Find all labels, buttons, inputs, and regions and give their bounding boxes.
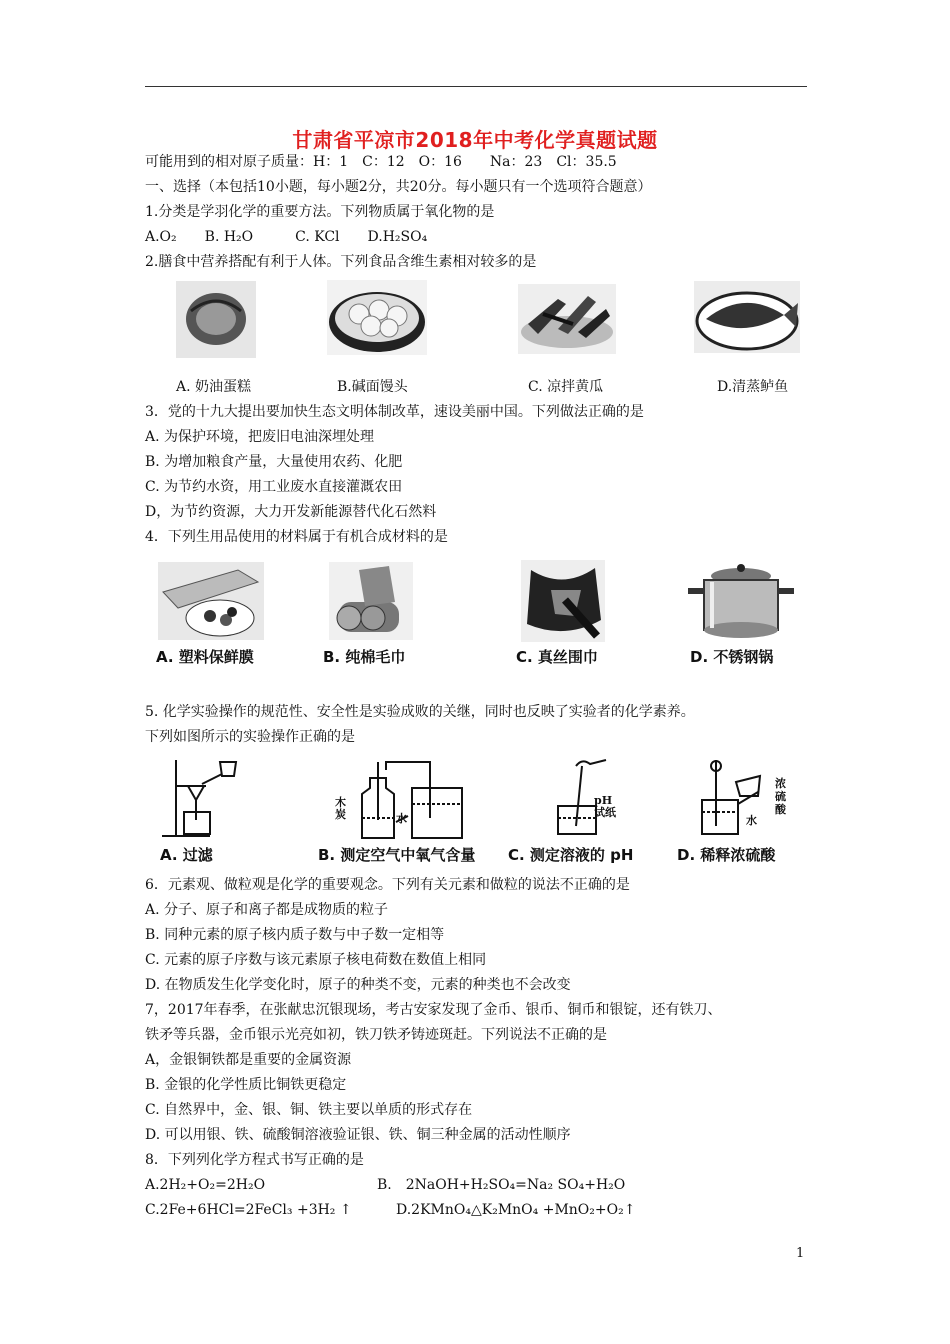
label-conc-acid: 浓硫酸 <box>775 777 786 816</box>
q5-caption-a: A. 过滤 <box>160 846 213 864</box>
q1-options: A.O₂ B. H₂O C. KCl D.H₂SO₄ <box>145 229 428 245</box>
label-ph-paper: pH试纸 <box>594 794 616 819</box>
q4-caption-c: C. 真丝围巾 <box>516 648 598 666</box>
q3-option-b: B. 为增加粮食产量，大量使用农药、化肥 <box>145 454 403 470</box>
q5-caption-c: C. 测定溶液的 pH <box>508 846 634 864</box>
q5-stem-2: 下列如图所示的实验操作正确的是 <box>145 729 355 745</box>
q2-caption-b: B.碱面馒头 <box>337 379 408 395</box>
q3-option-d: D，为节约资源，大力开发新能源替代化石然料 <box>145 504 437 520</box>
q7-option-d: D. 可以用银、铁、硫酸铜溶液验证银、铁、铜三种金属的活动性顺序 <box>145 1127 571 1143</box>
q2-caption-d: D.清蒸鲈鱼 <box>717 379 789 395</box>
q8-option-a: A.2H₂+O₂=2H₂O <box>145 1177 266 1193</box>
q4-stem: 4．下列生用品使用的材料属于有机合成材料的是 <box>145 529 448 545</box>
plastic-wrap-image <box>158 562 264 640</box>
q3-option-c: C. 为节约水资，用工业废水直接灌溉农田 <box>145 479 403 495</box>
q8-option-d: D.2KMnO₄△K₂MnO₄ +MnO₂+O₂↑ <box>396 1202 636 1218</box>
page-number: 1 <box>796 1246 805 1261</box>
q5-caption-d: D. 稀释浓硫酸 <box>677 846 776 864</box>
cucumber-image <box>518 284 616 354</box>
label-charcoal: 木炭 <box>335 796 346 821</box>
q7-stem-2: 铁矛等兵器，金币银示光亮如初，铁刀铁矛铸迹斑赶。下列说法不正确的是 <box>145 1027 607 1043</box>
silk-scarf-image <box>521 560 605 642</box>
oxygen-content-diagram <box>326 758 486 842</box>
q8-option-c: C.2Fe+6HCl=2FeCl₃ +3H₂ ↑ <box>145 1202 352 1218</box>
q7-option-c: C. 自然界中，金、银、铜、铁主要以单质的形式存在 <box>145 1102 473 1118</box>
q4-caption-d: D. 不锈钢锅 <box>690 648 774 666</box>
steamed-fish-image <box>694 281 800 353</box>
q6-option-c: C. 元素的原子序数与该元素原子核电荷数在数值上相同 <box>145 952 487 968</box>
q2-caption-c: C. 凉拌黄瓜 <box>528 379 604 395</box>
ph-test-diagram <box>546 756 636 842</box>
q8-option-b: B. 2NaOH+H₂SO₄=Na₂ SO₄+H₂O <box>377 1177 626 1193</box>
q7-option-b: B. 金银的化学性质比铜铁更稳定 <box>145 1077 347 1093</box>
label-water-d: 水 <box>746 814 757 827</box>
q3-option-a: A. 为保护环境，把废旧电油深埋处理 <box>145 429 375 445</box>
q1-stem: 1.分类是学羽化学的重要方法。下列物质属于氧化物的是 <box>145 204 495 220</box>
q4-caption-a: A. 塑料保鲜膜 <box>156 648 254 666</box>
q2-caption-a: A. 奶油蛋糕 <box>176 379 252 395</box>
q7-option-a: A，金银铜铁都是重要的金属资源 <box>145 1052 352 1068</box>
section-heading: 一、选择（本包括10小题，每小题2分，共20分。每小题只有一个选项符合题意） <box>145 179 652 195</box>
q6-option-d: D. 在物质发生化学变化时，原子的种类不变，元素的种类也不会改变 <box>145 977 571 993</box>
atomic-masses: 可能用到的相对原子质量：H：1 C：12 O：16 Na：23 Cl：35.5 <box>145 154 617 170</box>
q3-stem: 3．党的十九大提出要加快生态文明体制改革，速设美丽中国。下列做法正确的是 <box>145 404 644 420</box>
q5-caption-b: B. 测定空气中氧气含量 <box>318 846 476 864</box>
steamed-bun-image <box>327 280 427 355</box>
q2-stem: 2.膳食中营养搭配有利于人体。下列食品含维生素相对较多的是 <box>145 254 537 270</box>
q6-option-a: A. 分子、原子和离子都是成物质的粒子 <box>145 902 389 918</box>
cake-image <box>176 281 256 358</box>
q5-stem-1: 5. 化学实验操作的规范性、安全性是实验成败的关继，同时也反映了实验者的化学素养。 <box>145 704 695 720</box>
q6-stem: 6．元素观、做粒观是化学的重要观念。下列有关元素和做粒的说法不正确的是 <box>145 877 630 893</box>
label-water-b: 水 <box>396 812 407 825</box>
q7-stem-1: 7，2017年春季，在张献忠沉银现场，考古安家发现了金币、银币、铜币和银锭，还有铁刀、 <box>145 1002 722 1018</box>
page-title: 甘肃省平凉市2018年中考化学真题试题 <box>292 128 658 152</box>
q8-stem: 8．下列列化学方程式书写正确的是 <box>145 1152 364 1168</box>
q4-caption-b: B. 纯棉毛巾 <box>323 648 406 666</box>
filtration-diagram <box>156 756 246 842</box>
steel-pot-image <box>682 562 800 640</box>
header-rule <box>145 86 807 87</box>
q6-option-b: B. 同种元素的原子核内质子数与中子数一定相等 <box>145 927 445 943</box>
cotton-towel-image <box>329 562 413 640</box>
